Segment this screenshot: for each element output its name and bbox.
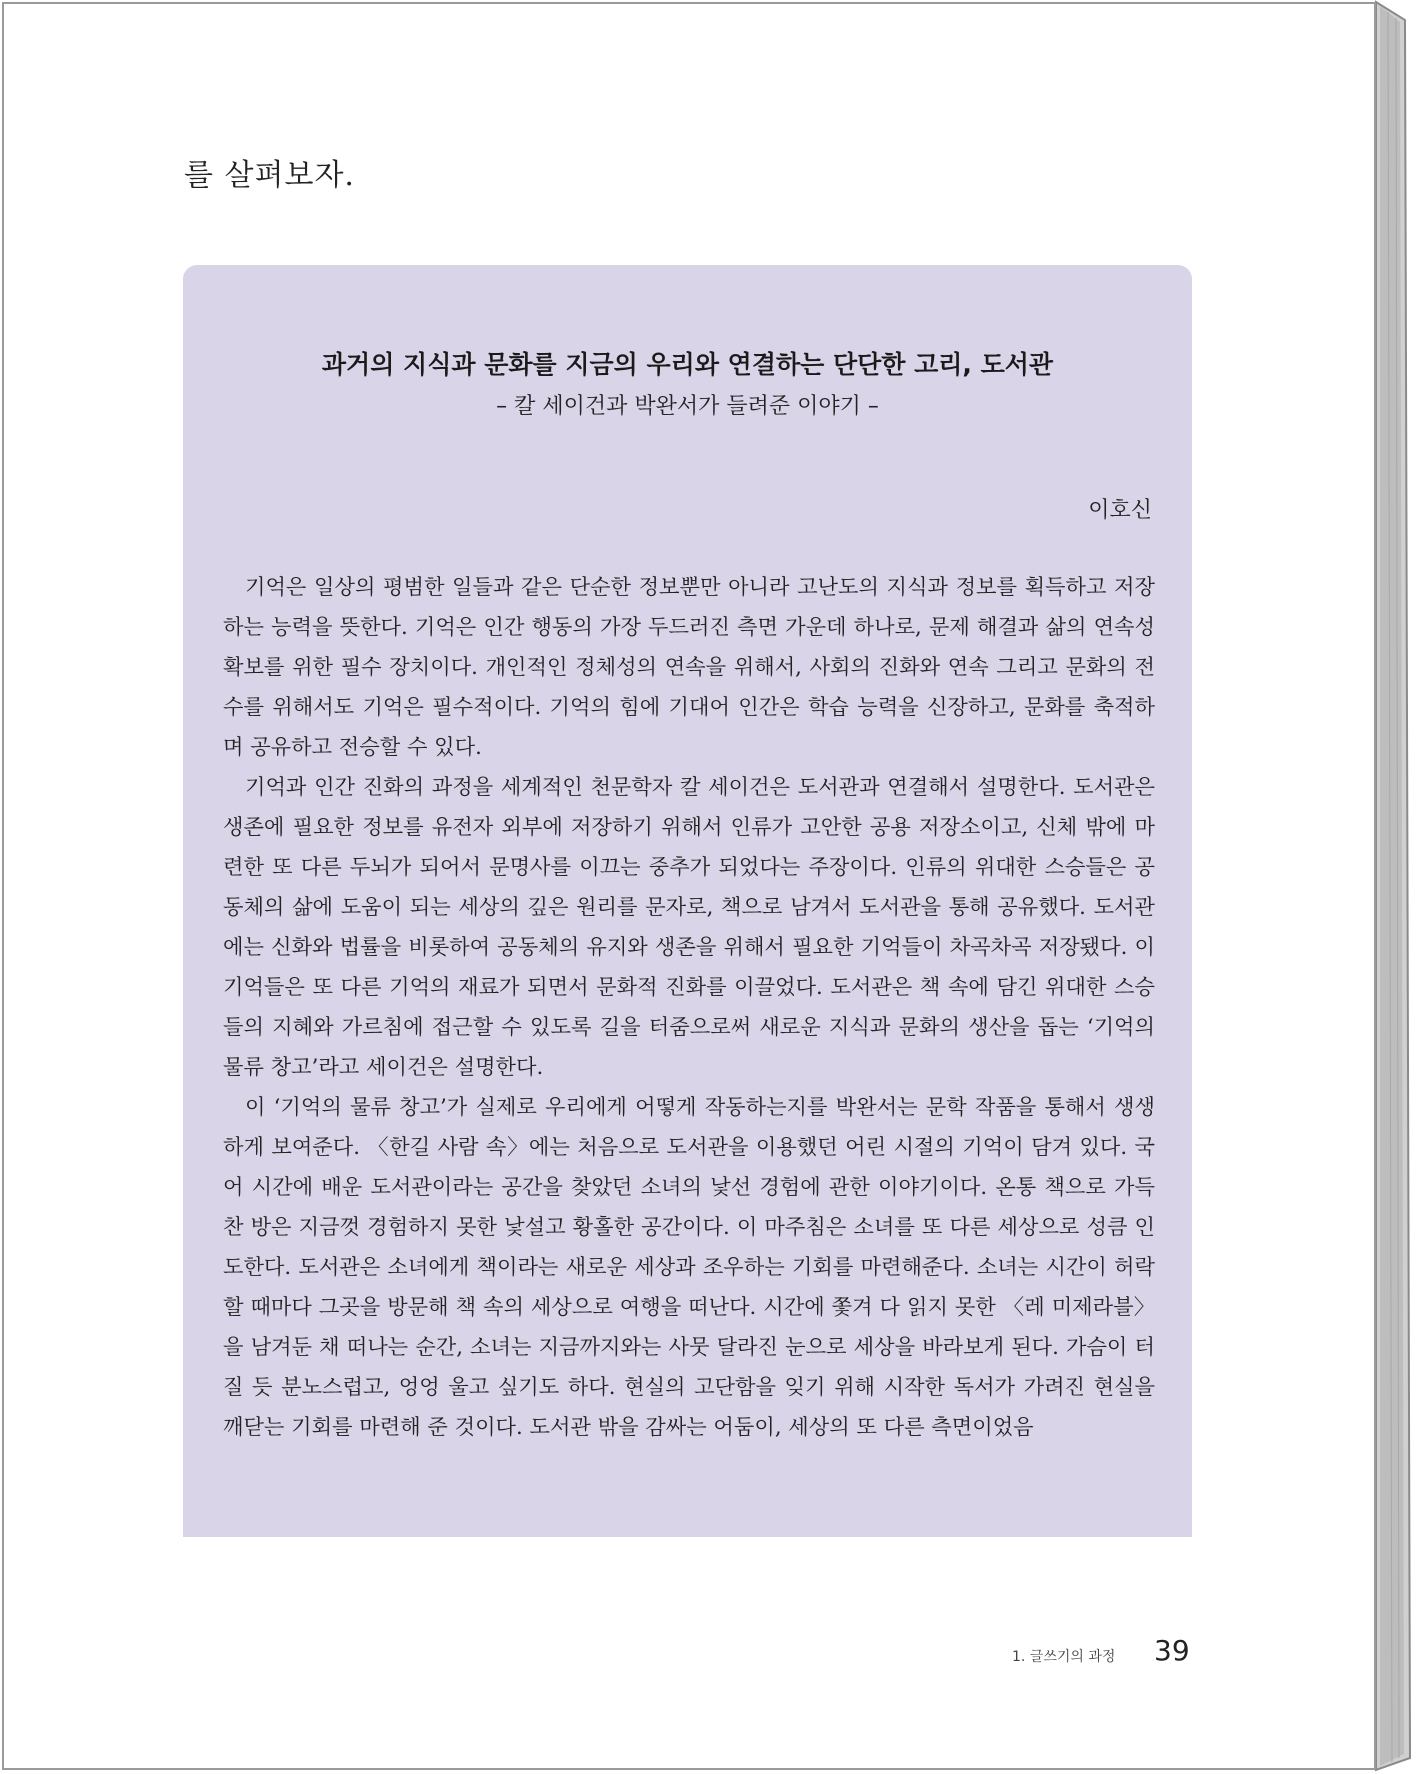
essay-paragraph: 기억은 일상의 평범한 일들과 같은 단순한 정보뿐만 아니라 고난도의 지식과 정보를 획득하고 저장하는 능력을 뜻한다. 기억은 인간 행동의 가장 두드러진 측면 가운데 하나로, 문제 해결과 삶의 연속성 확보를 위한 필수 장치이다. 개인적인 정체성의 연속을 위해서, 사회의 진화와 연속 그리고 문화의 전수를 위해서도 기억은 필수적이다. 기억의 힘에 기대어 인간은 학습 능력을 신장하고, 문화를 축적하며 공유하고 전승할 수 있다. — [223, 574, 1155, 759]
essay-subtitle: – 칼 세이건과 박완서가 들려준 이야기 – — [496, 394, 879, 419]
essay-paragraph: 기억과 인간 진화의 과정을 세계적인 천문학자 칼 세이건은 도서관과 연결해서 설명한다. 도서관은 생존에 필요한 정보를 유전자 외부에 저장하기 위해서 인류가 고안한 공용 저장소이고, 신체 밖에 마련한 또 다른 두뇌가 되어서 문명사를 이끄는 중추가 되었다는 주장이다. 인류의 위대한 스승들은 공동체의 삶에 도움이 되는 세상의 깊은 원리를 문자로, 책으로 남겨서 도서관을 통해 공유했다. 도서관에는 신화와 법률을 비롯하여 공동체의 유지와 생존을 위해서 필요한 기억들이 차곡차곡 저장됐다. 이 기억들은 또 다른 기억의 재료가 되면서 문화적 진화를 이끌었다. 도서관은 책 속에 담긴 위대한 스승들의 지혜와 가르침에 접근할 수 있도록 길을 터줌으로써 새로운 지식과 문화의 생산을 돕는 ‘기억의 물류 창고’라고 세이건은 설명한다. — [223, 774, 1155, 1079]
essay-paragraph: 이 ‘기억의 물류 창고’가 실제로 우리에게 어떻게 작동하는지를 박완서는 문학 작품을 통해서 생생하게 보여준다. 〈한길 사람 속〉에는 처음으로 도서관을 이용했던 어린 시절의 기억이 담겨 있다. 국어 시간에 배운 도서관이라는 공간을 찾았던 소녀의 낯선 경험에 관한 이야기이다. 온통 책으로 가득 찬 방은 지금껏 경험하지 못한 낯설고 황홀한 공간이다. 이 마주침은 소녀를 또 다른 세상으로 성큼 인도한다. 도서관은 소녀에게 책이라는 새로운 세상과 조우하는 기회를 마련해준다. 소녀는 시간이 허락할 때마다 그곳을 방문해 책 속의 세상으로 여행을 떠난다. 시간에 쫓겨 다 읽지 못한 〈레 미제라블〉을 남겨둔 채 떠나는 순간, 소녀는 지금까지와는 사뭇 달라진 눈으로 세상을 바라보게 된다. 가슴이 터질 듯 분노스럽고, 엉엉 울고 싶기도 하다. 현실의 고단함을 잊기 위해 시작한 독서가 가려진 현실을 깨닫는 기회를 마련해 준 것이다. 도서관 밖을 감싸는 어둠이, 세상의 또 다른 측면이었음 — [223, 1094, 1155, 1439]
running-text: 를 살펴보자. — [184, 158, 355, 193]
essay-title: 과거의 지식과 문화를 지금의 우리와 연결하는 단단한 고리, 도서관 — [321, 350, 1054, 379]
footer-section-title: 1. 글쓰기의 과정 — [1012, 1649, 1116, 1665]
page-number: 39 — [1154, 1634, 1190, 1667]
essay-body — [223, 567, 1155, 1447]
essay-box — [183, 265, 1192, 1537]
essay-author: 이호신 — [1088, 498, 1152, 523]
